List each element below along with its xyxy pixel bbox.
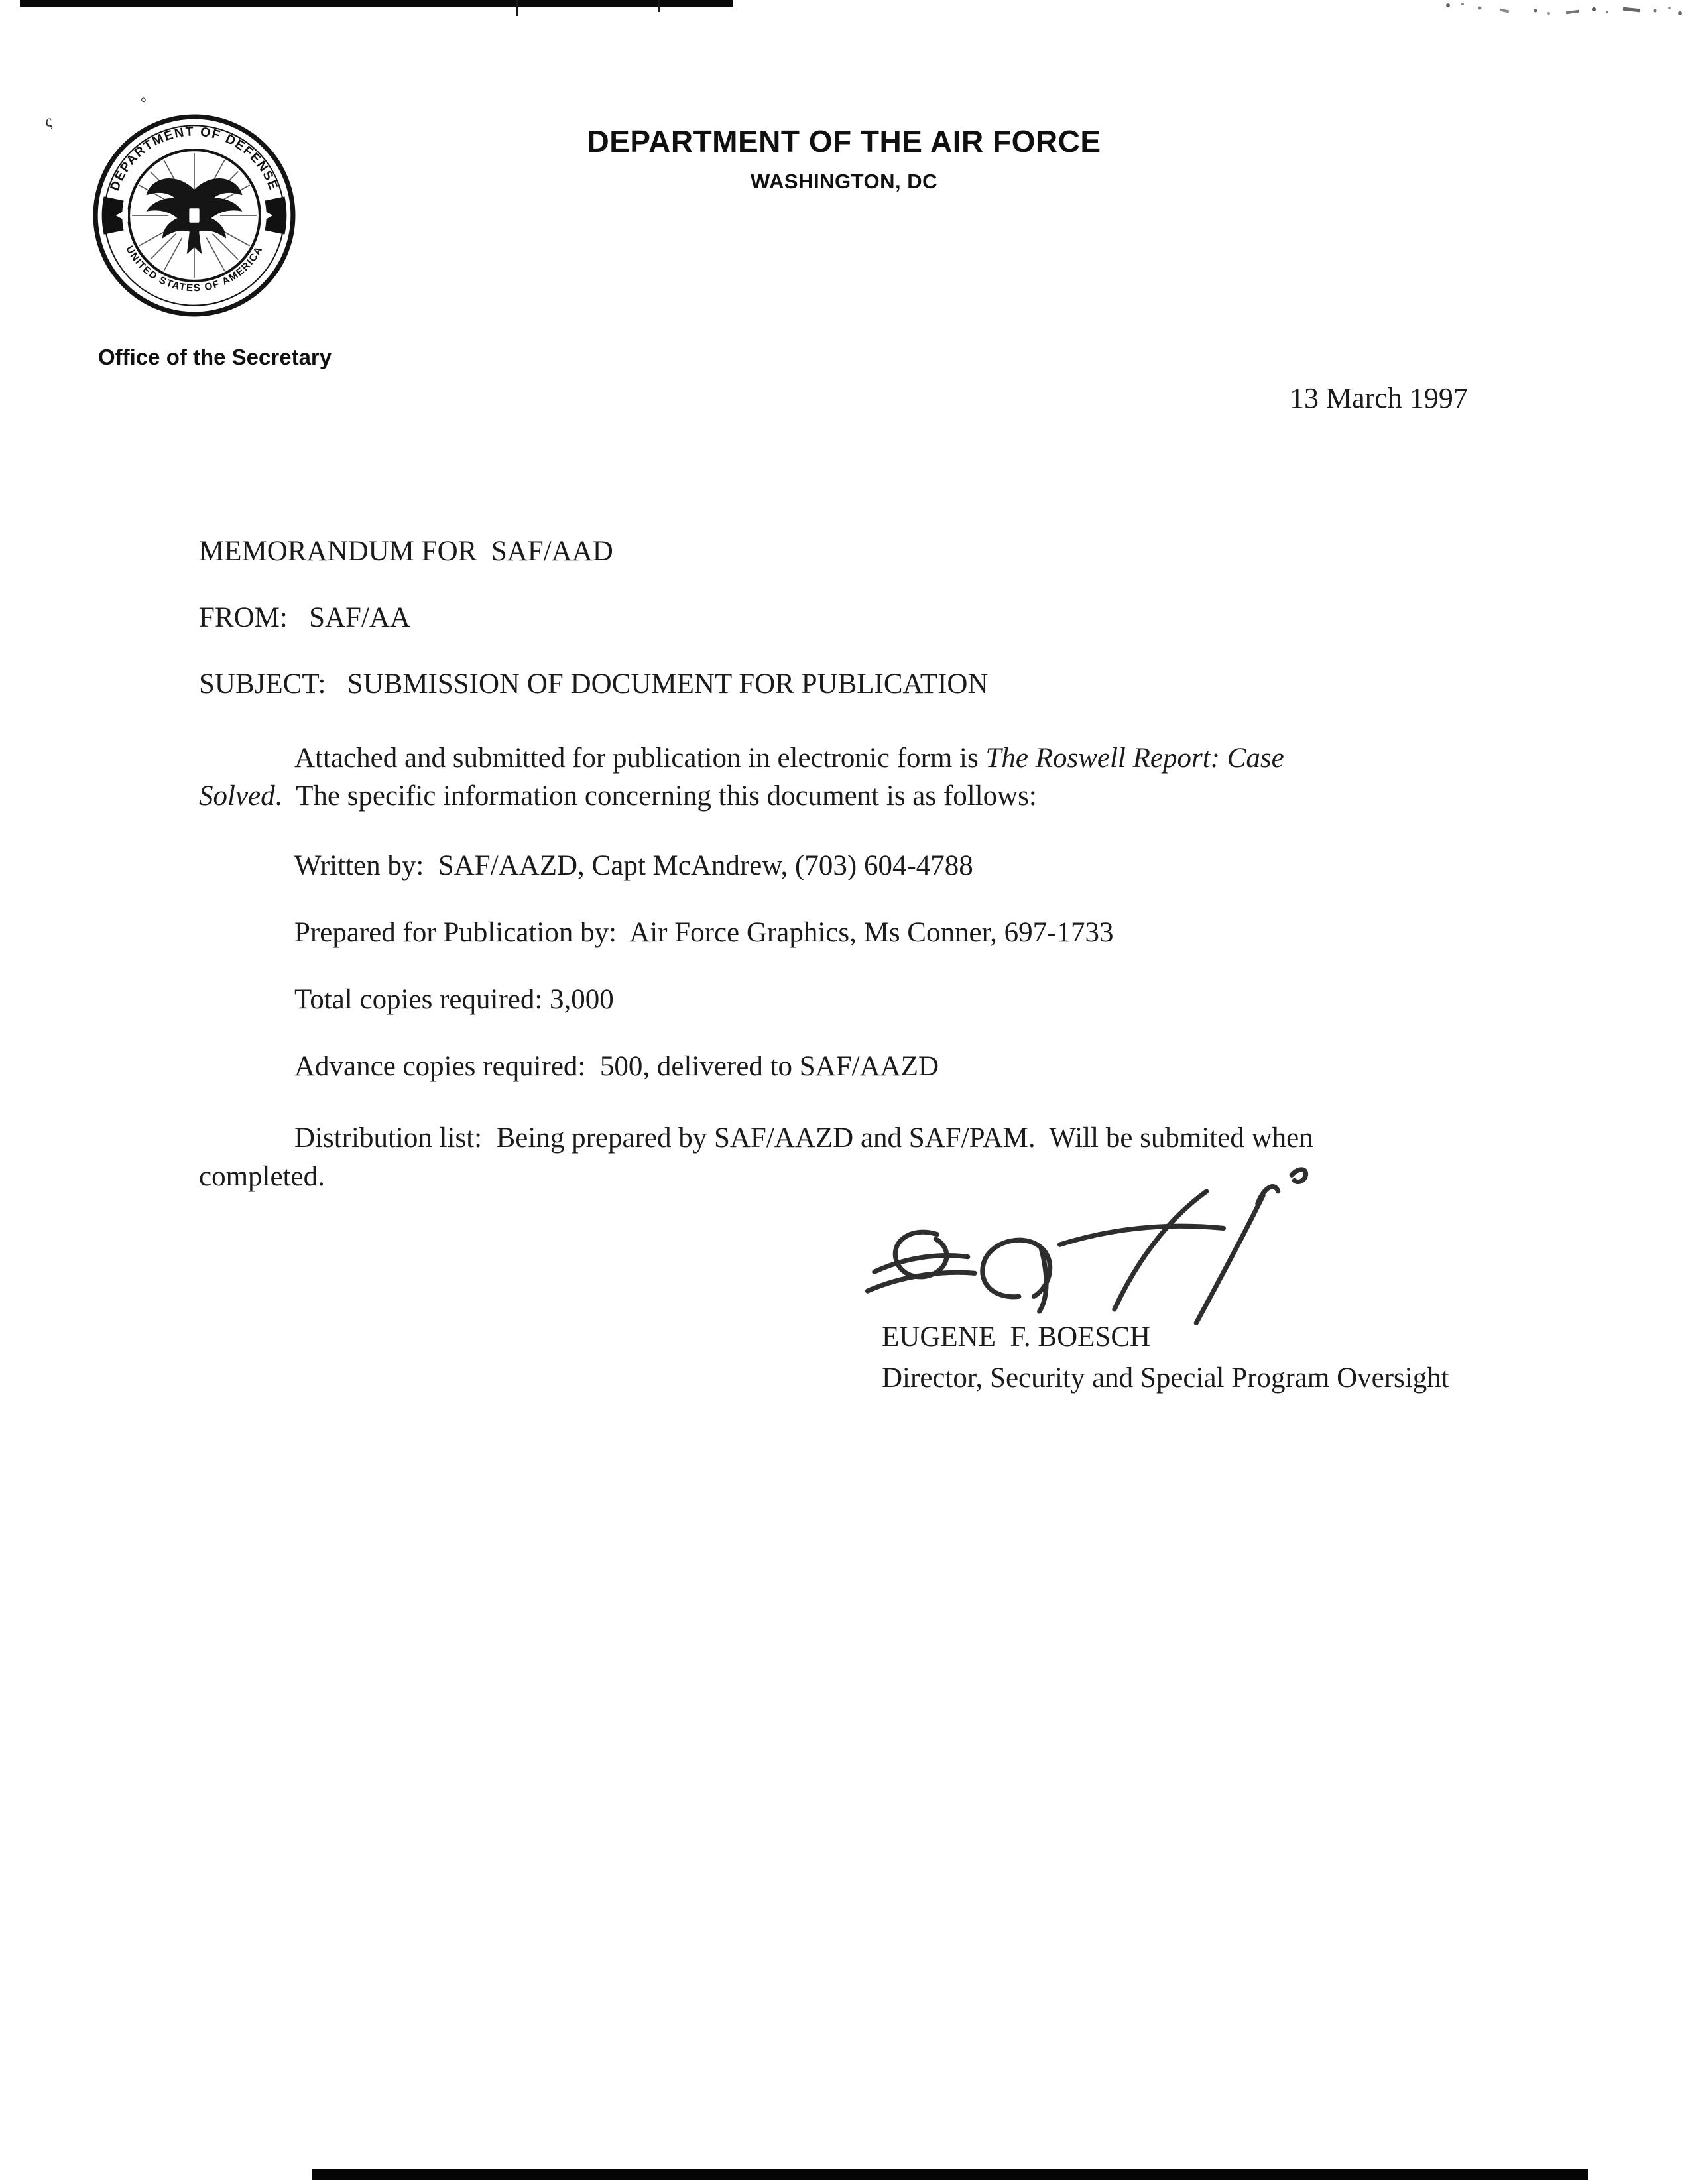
- letterhead-office: Office of the Secretary: [98, 345, 332, 369]
- memo-date: 13 March 1997: [1290, 382, 1468, 414]
- memo-from-line: FROM: SAF/AA: [199, 602, 411, 633]
- scan-artifact-top-bar: [20, 0, 733, 7]
- body-intro: Attached and submitted for publication in electronic form is: [294, 743, 986, 774]
- letterhead-city: WASHINGTON, DC: [751, 170, 937, 193]
- memo-to-line: MEMORANDUM FOR SAF/AAD: [199, 536, 613, 567]
- scan-noise: [1436, 0, 1688, 24]
- signature-scrawl: [855, 1162, 1333, 1368]
- scan-artifact-tick-2: [658, 0, 660, 12]
- seal-bottom-text: UNITED STATES OF AMERICA: [123, 244, 265, 294]
- report-title-line2: Solved: [199, 780, 275, 812]
- memo-subject-line: SUBJECT: SUBMISSION OF DOCUMENT FOR PUBLICATION: [199, 668, 989, 699]
- signatory-title: Director, Security and Special Program Oversight: [882, 1363, 1449, 1394]
- distribution-line2: completed.: [199, 1161, 325, 1192]
- letterhead-department: DEPARTMENT OF THE AIR FORCE: [587, 124, 1101, 158]
- margin-squiggle-mark: ς: [43, 111, 54, 131]
- detail-written-by: Written by: SAF/AAZD, Capt McAndrew, (703) 604-4788: [294, 850, 973, 881]
- scan-artifact-tick-1: [516, 0, 518, 16]
- signatory-name: EUGENE F. BOESCH: [882, 1321, 1151, 1353]
- seal-top-mark: °: [141, 94, 147, 111]
- memo-body: [199, 534, 1532, 1196]
- distribution-line1: Distribution list: Being prepared by SAF/AAZD and SAF/PAM. Will be submited when: [294, 1122, 1313, 1154]
- report-title-line1: The Roswell Report: Case: [985, 743, 1284, 774]
- body-after: . The specific information concerning this document is as follows:: [274, 780, 1037, 812]
- detail-advance-copies: Advance copies required: 500, delivered to SAF/AAZD: [294, 1051, 939, 1082]
- scan-artifact-bottom-bar: [312, 2169, 1588, 2180]
- detail-prepared-by: Prepared for Publication by: Air Force Graphics, Ms Conner, 697-1733: [294, 917, 1114, 948]
- memo-opening-paragraph: [199, 739, 1532, 815]
- seal-top-text: DEPARTMENT OF DEFENSE: [107, 124, 281, 193]
- detail-total-copies: Total copies required: 3,000: [294, 984, 614, 1015]
